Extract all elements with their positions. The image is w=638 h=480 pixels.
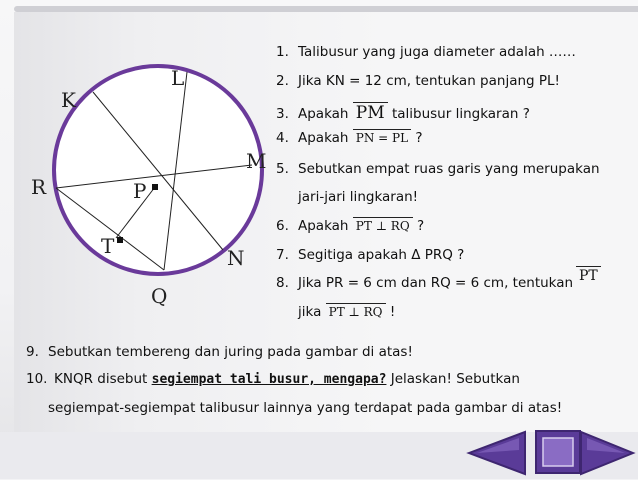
segment-PM: PM bbox=[353, 102, 388, 122]
question-2: 2. Jika KN = 12 cm, tentukan panjang PL! bbox=[276, 73, 560, 89]
question-6: 6. Apakah PT ⊥ RQ ? bbox=[276, 218, 425, 234]
question-9: 9. Sebutkan tembereng dan juring pada gambar di atas! bbox=[26, 344, 413, 360]
question-5-cont: jari-jari lingkaran! bbox=[298, 189, 419, 205]
question-8-cont: jika PT ⊥ RQ ! bbox=[298, 304, 396, 320]
question-8: 8. Jika PR = 6 cm dan RQ = 6 cm, tentukan bbox=[276, 275, 574, 291]
question-10-cont: segiempat-segiempat talibusur lainnya yang terdapat pada gambar di atas! bbox=[48, 400, 563, 416]
question-5: 5. Sebutkan empat ruas garis yang merupakan bbox=[276, 161, 600, 177]
right-arrow-icon bbox=[577, 430, 637, 476]
question-4: 4. Apakah PN = PL ? bbox=[276, 130, 423, 146]
segment-PT-end: PT bbox=[576, 266, 601, 284]
circle bbox=[54, 66, 262, 274]
label-Q: Q bbox=[151, 284, 168, 308]
point-P-marker bbox=[152, 184, 158, 190]
prev-button[interactable] bbox=[465, 430, 529, 476]
segment-PT-perp-RQ-2: PT ⊥ RQ bbox=[326, 303, 386, 318]
segment-PT-perp-RQ: PT ⊥ RQ bbox=[353, 217, 413, 232]
question-10: 10. KNQR disebut segiempat tali busur, mengapa? Jelaskan! Sebutkan bbox=[26, 371, 520, 387]
highlight-text: segiempat tali busur, mengapa? bbox=[151, 372, 387, 387]
label-M: M bbox=[246, 149, 267, 173]
label-L: L bbox=[171, 66, 185, 90]
label-K: K bbox=[61, 88, 76, 112]
left-arrow-icon bbox=[465, 430, 529, 476]
question-7: 7. Segitiga apakah Δ PRQ ? bbox=[276, 247, 465, 263]
label-N: N bbox=[227, 246, 245, 270]
point-T-marker bbox=[117, 237, 123, 243]
segment-PN-PL: PN = PL bbox=[353, 129, 411, 144]
home-button[interactable] bbox=[533, 428, 583, 476]
home-icon bbox=[533, 428, 583, 476]
question-1: 1. Talibusur yang juga diameter adalah …… bbox=[276, 44, 576, 60]
label-T: T bbox=[101, 234, 115, 258]
label-P: P bbox=[133, 179, 147, 203]
question-3: 3. Apakah PM talibusur lingkaran ? bbox=[276, 103, 530, 123]
next-button[interactable] bbox=[577, 430, 637, 476]
label-R: R bbox=[31, 175, 47, 199]
